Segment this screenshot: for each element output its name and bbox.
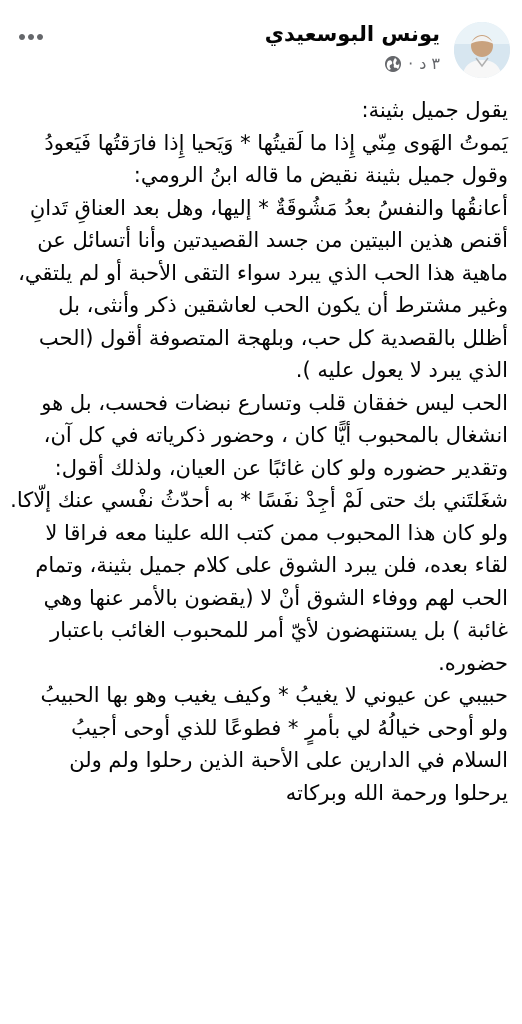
post-paragraph: ولو كان هذا المحبوب ممن كتب الله علينا معه فراقا لا لقاء بعده، فلن يبرد الشوق على كلام جميل بثينة، وتمام الحب لهم ووفاء الشوق أنْ لا (يقضون بالأمر عنها وهي غائبة ) بل يستنهضون لأيّ أمر للمحبوب الغائب باعتبار حضوره. [35,520,508,675]
post-paragraph: شغَلتَني بك حتى لَمْ أجِدْ نفَسًا * به أحدّثُ نفْسي عنك إلّاكا. [10,488,508,512]
post-paragraph: الحب ليس خفقان قلب وتسارع نبضات فحسب، بل هو انشغال بالمحبوب أيًّا كان ، وحضور ذكرياته في كل آن، وتقدير حضوره ولو كان غائبًا عن العيان، ولذلك أقول: [41,390,508,480]
post-paragraph: وقول جميل بثينة نقيض ما قاله ابنُ الرومي: [133,163,508,187]
post-paragraph: السلام في الدارين على الأحبة الذين رحلوا ولم ولن يرحلوا ورحمة الله وبركاته [69,748,508,805]
post-text [10,94,508,809]
post-paragraph: أعانقُها والنفسُ بعدُ مَشُوقَةٌ * إليها، وهل بعد العناقِ تَدانِ [29,195,508,220]
post-time[interactable]: ٣ د [419,54,440,73]
more-options-icon[interactable] [16,30,46,44]
author-avatar[interactable] [454,22,510,78]
post-paragraph: يَموتُ الهَوى مِنّي إِذا ما لَقيتُها * وَيَحيا إِذا فارَقتُها فَيَعودُ [44,130,508,155]
globe-icon [384,55,402,73]
author-name[interactable]: يونس البوسعيدي [264,22,440,46]
post-paragraph: أقنص هذين البيتين من جسد القصيدتين وأنا أتسائل عن ماهية هذا الحب الذي يبرد سواء التقى الأحبة أو لم يلتقي، وغير مشترط أن يكون الحب لعاشقين ذكر وأنثى، بل أظلل بالقصدية كل حب، وبلهجة المتصوفة أقول (الحب الذي يبرد لا يعول عليه ). [18,228,508,382]
post-meta [384,54,440,73]
avatar-image [454,22,510,78]
post-paragraph: يقول جميل بثينة: [361,98,508,122]
meta-separator: · [408,54,414,73]
post-paragraph: حبيبي عن عيوني لا يغيبُ * وكيف يغيب وهو بها الحبيبُ [40,683,508,707]
post-paragraph: ولو أوحى خيالُهُ لي بأمرٍ * فطوعًا للذي أوحى أجيبُ [71,715,508,740]
post-header [12,18,510,82]
